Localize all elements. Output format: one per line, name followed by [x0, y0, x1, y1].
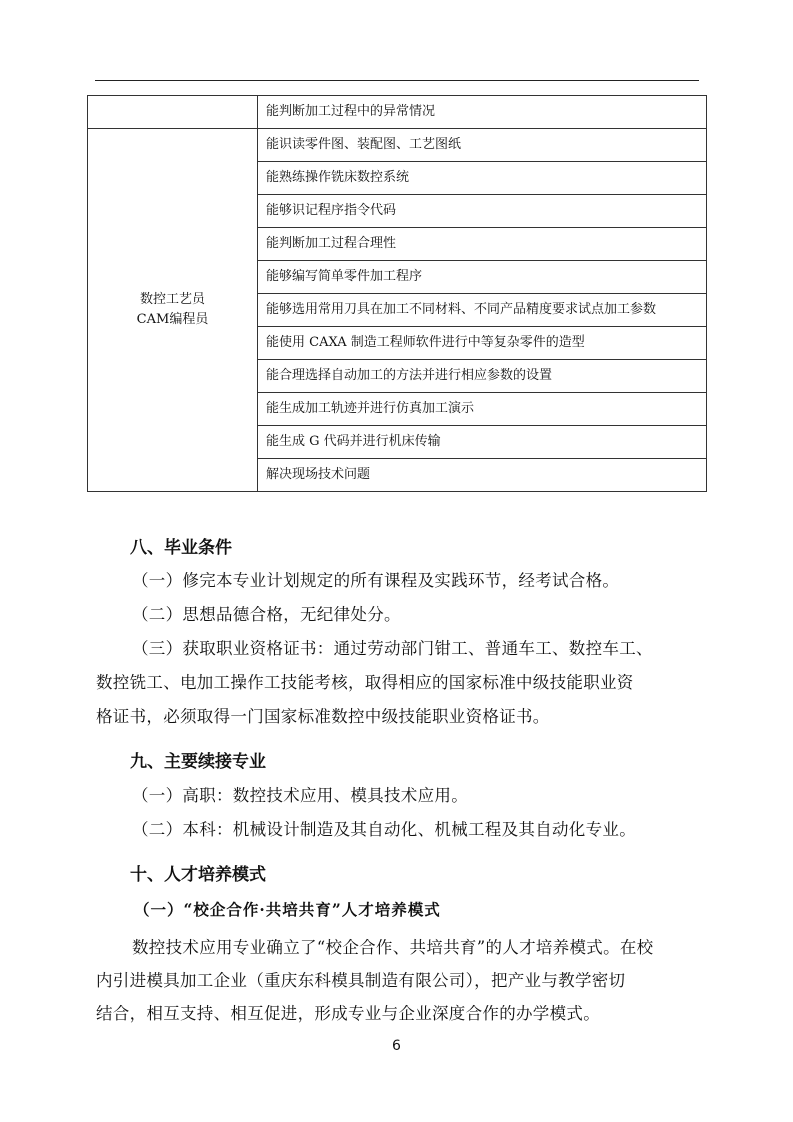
table-cell: 能够编写简单零件加工程序 [258, 261, 707, 294]
section-10-paragraph-line-3: 结合，相互支持、相互促进，形成专业与企业深度合作的办学模式。 [96, 1004, 600, 1023]
table-cell: 能够识记程序指令代码 [258, 195, 707, 228]
header-rule [95, 80, 699, 81]
section-8-paragraph-2: （二）思想品德合格，无纪律处分。 [132, 605, 401, 624]
section-10-title: 十、人才培养模式 [130, 865, 266, 885]
table-row [88, 129, 707, 162]
section-10-paragraph-line-2: 内引进模具加工企业（重庆东科模具制造有限公司），把产业与教学密切 [96, 971, 626, 990]
table-cell: 能生成加工轨迹并进行仿真加工演示 [258, 393, 707, 426]
role-cell [88, 129, 258, 492]
table-cell: 能使用 CAXA 制造工程师软件进行中等复杂零件的造型 [258, 327, 707, 360]
section-8-title: 八、毕业条件 [130, 538, 232, 558]
section-8-paragraph-3-line-1: （三）获取职业资格证书：通过劳动部门钳工、普通车工、数控车工、 [132, 639, 653, 658]
table-cell-empty [88, 96, 258, 129]
table-cell: 能合理选择自动加工的方法并进行相应参数的设置 [258, 360, 707, 393]
section-9-paragraph-2: （二）本科：机械设计制造及其自动化、机械工程及其自动化专业。 [132, 820, 636, 839]
skills-table [87, 95, 707, 492]
table-cell: 能判断加工过程合理性 [258, 228, 707, 261]
table-cell: 能够选用常用刀具在加工不同材料、不同产品精度要求试点加工参数 [258, 294, 707, 327]
table-cell: 能识读零件图、装配图、工艺图纸 [258, 129, 707, 162]
role-line-1: 数控工艺员 [139, 292, 205, 307]
section-10-subheading: （一）“校企合作·共培共育”人才培养模式 [134, 900, 441, 919]
table-cell: 能熟练操作铣床数控系统 [258, 162, 707, 195]
table-cell: 能判断加工过程中的异常情况 [258, 96, 707, 129]
section-9-title: 九、主要续接专业 [130, 752, 266, 772]
page-number: 6 [392, 1038, 401, 1054]
section-8-paragraph-3-line-3: 格证书，必须取得一门国家标准数控中级技能职业资格证书。 [96, 707, 550, 726]
role-line-2: CAM编程员 [136, 312, 209, 327]
table-cell: 能生成 G 代码并进行机床传输 [258, 426, 707, 459]
table-row [88, 96, 707, 129]
table-cell: 解决现场技术问题 [258, 459, 707, 492]
section-8-paragraph-1: （一）修完本专业计划规定的所有课程及实践环节，经考试合格。 [132, 571, 620, 590]
section-10-paragraph-line-1: 数控技术应用专业确立了“校企合作、共培共育”的人才培养模式。在校 [132, 938, 654, 957]
section-9-paragraph-1: （一）高职：数控技术应用、模具技术应用。 [132, 786, 468, 805]
section-8-paragraph-3-line-2: 数控铣工、电加工操作工技能考核，取得相应的国家标准中级技能职业资 [96, 673, 634, 692]
